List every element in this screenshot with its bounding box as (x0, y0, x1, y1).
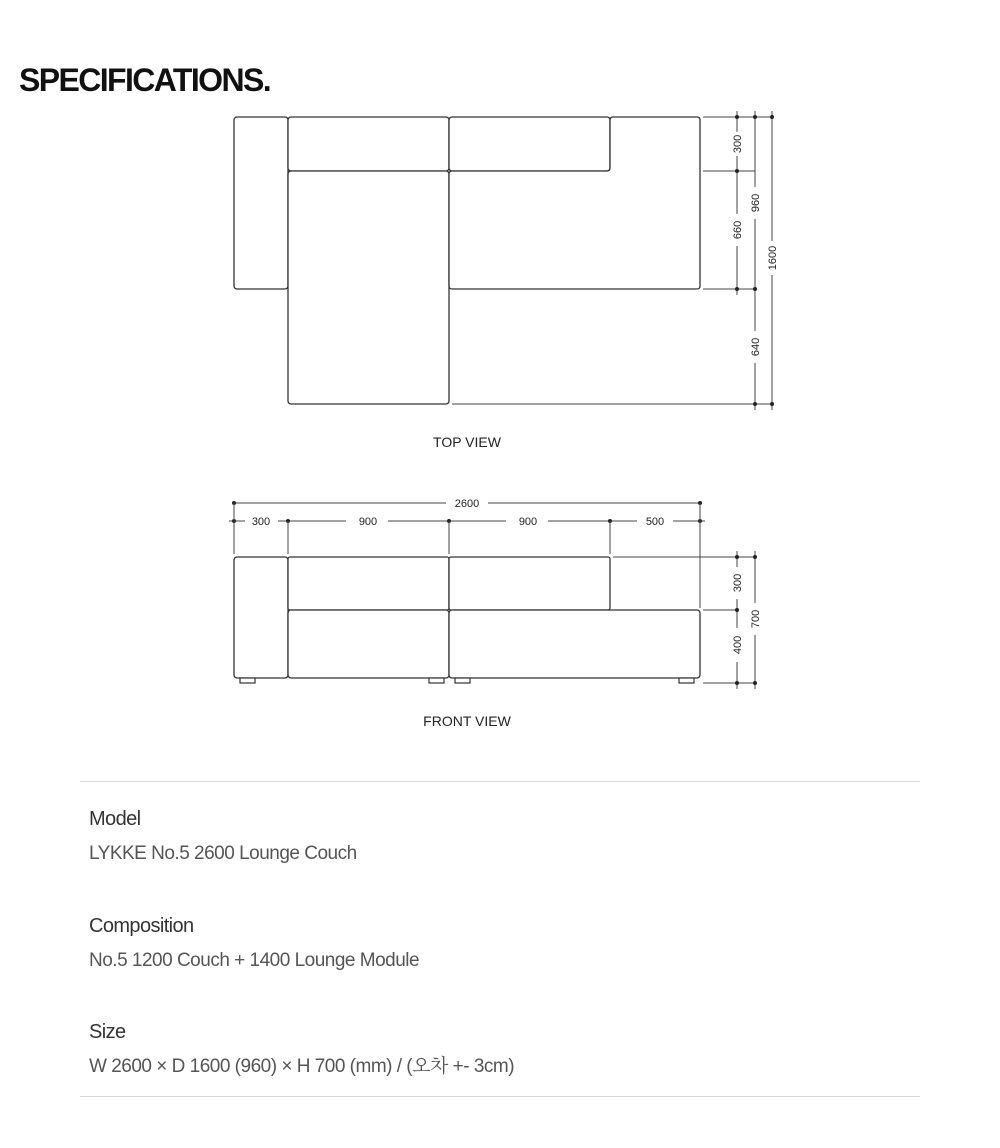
top-dimension-dot (735, 115, 739, 119)
front-dim-h300: 300 (732, 573, 744, 593)
spec-model (89, 807, 357, 866)
spec-composition-value: No.5 1200 Couch + 1400 Lounge Module (89, 950, 420, 971)
front-view-seat-left (288, 610, 449, 678)
front-dimension-dot (753, 681, 757, 685)
front-view-caption: FRONT VIEW (423, 713, 511, 729)
spec-model-label: Model (89, 808, 141, 830)
divider-top (80, 781, 920, 782)
top-dim-660: 660 (732, 220, 744, 240)
top-dim-960: 960 (750, 193, 762, 213)
top-view-backrest-left (288, 117, 449, 171)
spec-size-label: Size (89, 1021, 126, 1043)
spec-composition (89, 914, 419, 973)
front-dimension-dot (735, 555, 739, 559)
top-dim-640: 640 (750, 337, 762, 357)
top-view-lounge-seat (288, 171, 449, 404)
front-view-seat-right (449, 610, 700, 678)
front-dimension-dot (735, 608, 739, 612)
front-view-foot (455, 678, 470, 683)
top-view-backrest-right (449, 117, 610, 171)
front-view-diagram (229, 498, 762, 729)
spec-size (89, 1020, 514, 1079)
front-view-backrest-right (449, 557, 610, 610)
spec-size-value: W 2600 × D 1600 (960) × H 700 (mm) / (오차 +- 3cm) (89, 1056, 515, 1077)
top-view-diagram (234, 111, 779, 450)
page-title: SPECIFICATIONS. (19, 62, 270, 98)
top-dim-300: 300 (732, 134, 744, 154)
front-dim-500: 500 (645, 516, 665, 528)
spec-model-value: LYKKE No.5 2600 Lounge Couch (89, 843, 357, 864)
top-dimension-dot (735, 287, 739, 291)
front-view-foot (429, 678, 444, 683)
top-view-armrest (234, 117, 288, 289)
top-dimension-dot (770, 402, 774, 406)
front-dimension-dot (753, 555, 757, 559)
top-dimension-dot (735, 169, 739, 173)
front-dim-h700: 700 (750, 609, 762, 629)
front-dim-900-left: 900 (358, 516, 378, 528)
front-dim-h400: 400 (732, 635, 744, 655)
front-dim-900-right: 900 (518, 516, 538, 528)
front-view-armrest (234, 557, 288, 678)
top-dimension-dot (753, 115, 757, 119)
top-dimension-dot (770, 115, 774, 119)
divider-bottom (80, 1096, 920, 1097)
top-dimension-dot (753, 287, 757, 291)
front-dim-2600: 2600 (454, 498, 480, 510)
front-view-foot (240, 678, 255, 683)
spec-composition-label: Composition (89, 915, 194, 937)
front-view-foot (679, 678, 694, 683)
top-dimension-dot (753, 402, 757, 406)
top-dim-1600: 1600 (767, 245, 779, 271)
top-view-caption: TOP VIEW (433, 434, 501, 450)
front-view-backrest-left (288, 557, 449, 610)
front-dimension-dot (735, 681, 739, 685)
front-dim-300: 300 (251, 516, 271, 528)
